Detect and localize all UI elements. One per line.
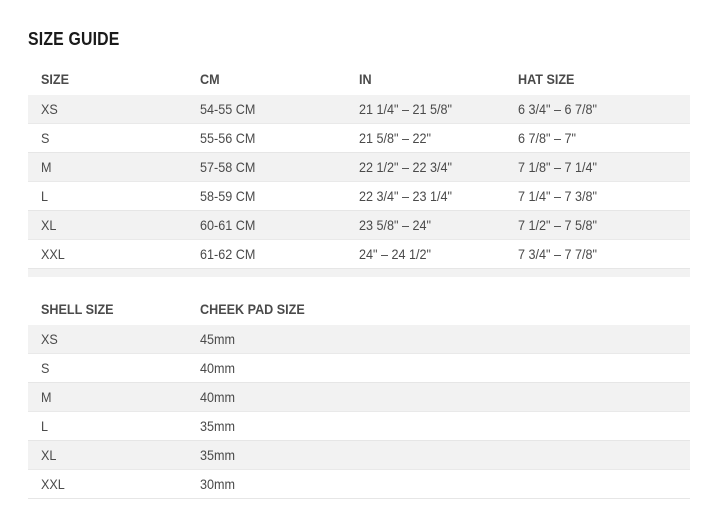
cell-hat-size: 7 1/8" – 7 1/4" [505, 153, 690, 182]
cell-in: 21 1/4" – 21 5/8" [346, 95, 505, 124]
column-header-cm: CM [200, 71, 220, 87]
table-row [28, 211, 690, 240]
cell-cheek-pad-size: 40mm [187, 354, 690, 383]
cell-shell-size: XS [28, 325, 187, 354]
cell-hat-size: 7 1/2" – 7 5/8" [505, 211, 690, 240]
cell-cheek-pad-size: 35mm [187, 441, 690, 470]
cell-hat-size: 7 1/4" – 7 3/8" [505, 182, 690, 211]
cell-size: XL [28, 211, 187, 240]
shell-size-table [28, 294, 690, 499]
table-row [28, 383, 690, 412]
cell-in: 24" – 24 1/2" [346, 240, 505, 269]
cell-size: L [28, 182, 187, 211]
table-row [28, 470, 690, 499]
table-row [28, 153, 690, 182]
column-header-shell-size: SHELL SIZE [41, 301, 114, 317]
cell-cm: 55-56 CM [187, 124, 346, 153]
cell-hat-size: 6 7/8" – 7" [505, 124, 690, 153]
column-header-in: IN [359, 71, 372, 87]
cell-shell-size: M [28, 383, 187, 412]
table-row [28, 441, 690, 470]
cell-cm: 54-55 CM [187, 95, 346, 124]
cell-in: 22 3/4" – 23 1/4" [346, 182, 505, 211]
cell-size: S [28, 124, 187, 153]
cell-cm: 60-61 CM [187, 211, 346, 240]
column-header-cheek-pad-size: CHEEK PAD SIZE [200, 301, 305, 317]
size-table-header-row [28, 64, 690, 95]
cell-cheek-pad-size: 45mm [187, 325, 690, 354]
table-row [28, 412, 690, 441]
cell-in: 22 1/2" – 22 3/4" [346, 153, 505, 182]
table-row [28, 354, 690, 383]
shell-table-header-row [28, 294, 690, 325]
cell-in: 21 5/8" – 22" [346, 124, 505, 153]
spacer-cell [28, 269, 690, 278]
cell-shell-size: S [28, 354, 187, 383]
page-title: SIZE GUIDE [28, 29, 120, 49]
cell-size: M [28, 153, 187, 182]
cell-cm: 57-58 CM [187, 153, 346, 182]
cell-size: XXL [28, 240, 187, 269]
table-row [28, 182, 690, 211]
cell-hat-size: 7 3/4" – 7 7/8" [505, 240, 690, 269]
cell-in: 23 5/8" – 24" [346, 211, 505, 240]
cell-hat-size: 6 3/4" – 6 7/8" [505, 95, 690, 124]
cell-cm: 61-62 CM [187, 240, 346, 269]
cell-cheek-pad-size: 40mm [187, 383, 690, 412]
cell-cheek-pad-size: 35mm [187, 412, 690, 441]
cell-cheek-pad-size: 30mm [187, 470, 690, 499]
table-row [28, 240, 690, 269]
column-header-size: SIZE [41, 71, 70, 87]
cell-shell-size: XXL [28, 470, 187, 499]
table-spacer-row [28, 269, 690, 278]
table-row [28, 325, 690, 354]
cell-cm: 58-59 CM [187, 182, 346, 211]
size-guide-table [28, 64, 690, 277]
cell-shell-size: L [28, 412, 187, 441]
table-row [28, 95, 690, 124]
column-header-hat-size: HAT SIZE [518, 71, 575, 87]
table-row [28, 124, 690, 153]
cell-size: XS [28, 95, 187, 124]
cell-shell-size: XL [28, 441, 187, 470]
